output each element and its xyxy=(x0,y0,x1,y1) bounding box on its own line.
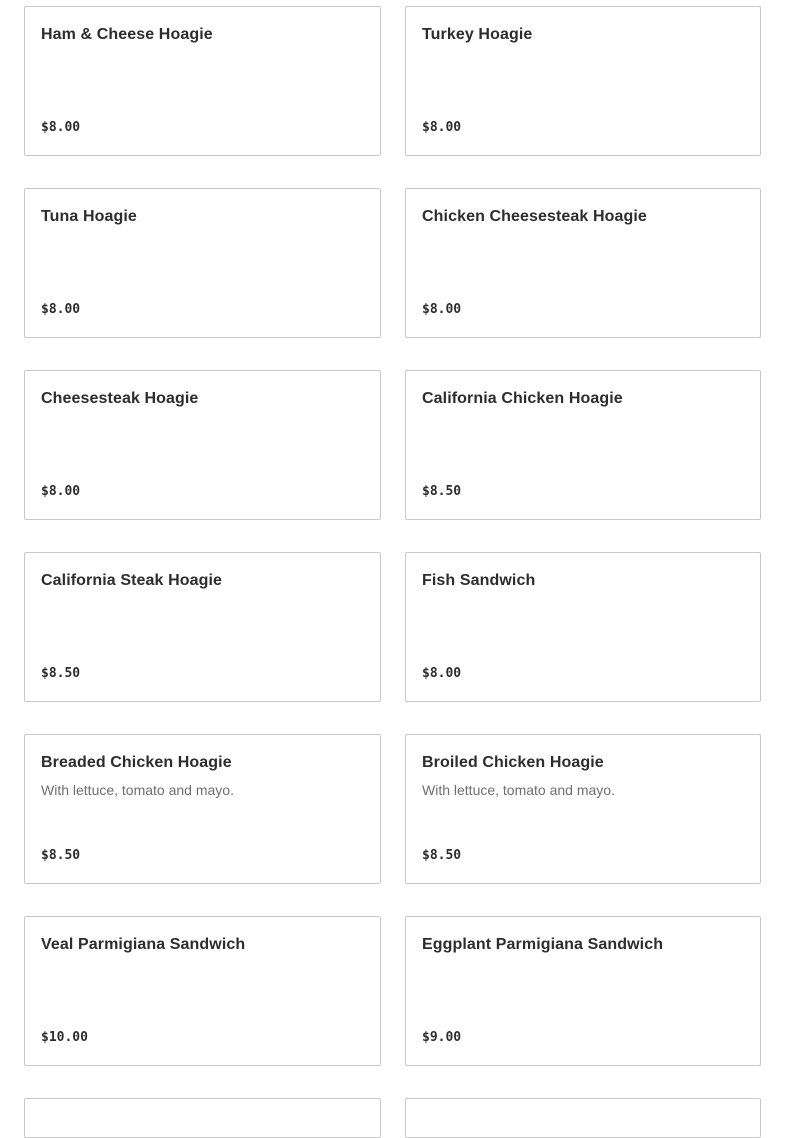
menu-item-card-partial[interactable] xyxy=(24,1098,381,1138)
menu-item-card[interactable] xyxy=(24,734,381,884)
menu-item-card-partial[interactable] xyxy=(405,1098,761,1138)
menu-items-grid xyxy=(24,6,761,1066)
menu-item-price: $8.00 xyxy=(422,120,462,135)
menu-item-price: $8.50 xyxy=(422,484,462,499)
menu-item-card[interactable] xyxy=(405,734,761,884)
menu-item-price: $8.50 xyxy=(41,848,81,863)
menu-item-name: Eggplant Parmigiana Sandwich xyxy=(422,936,664,953)
menu-item-price: $8.00 xyxy=(41,302,81,317)
menu-item-name: California Steak Hoagie xyxy=(41,572,223,589)
menu-item-card[interactable] xyxy=(24,370,381,520)
menu-item-name: Cheesesteak Hoagie xyxy=(41,390,199,407)
menu-item-card[interactable] xyxy=(24,916,381,1066)
menu-item-name: Chicken Cheesesteak Hoagie xyxy=(422,208,647,225)
menu-item-name: Fish Sandwich xyxy=(422,572,536,589)
menu-item-name: California Chicken Hoagie xyxy=(422,390,623,407)
menu-item-price: $8.50 xyxy=(422,848,462,863)
menu-item-card[interactable] xyxy=(405,552,761,702)
menu-item-name: Tuna Hoagie xyxy=(41,208,137,225)
menu-item-card[interactable] xyxy=(405,188,761,338)
menu-item-name: Ham & Cheese Hoagie xyxy=(41,26,213,43)
menu-item-name: Broiled Chicken Hoagie xyxy=(422,754,604,771)
menu-item-card[interactable] xyxy=(405,916,761,1066)
menu-item-price: $8.50 xyxy=(41,666,81,681)
menu-item-price: $8.00 xyxy=(41,484,81,499)
menu-item-price: $8.00 xyxy=(422,302,462,317)
menu-item-price: $10.00 xyxy=(41,1030,88,1045)
menu-item-description: With lettuce, tomato and mayo. xyxy=(41,782,234,798)
menu-item-name: Breaded Chicken Hoagie xyxy=(41,754,232,771)
menu-item-card[interactable] xyxy=(405,370,761,520)
menu-item-card[interactable] xyxy=(24,6,381,156)
menu-item-card[interactable] xyxy=(405,6,761,156)
menu-item-card[interactable] xyxy=(24,188,381,338)
menu-item-price: $9.00 xyxy=(422,1030,462,1045)
menu-item-name: Veal Parmigiana Sandwich xyxy=(41,936,246,953)
menu-item-description: With lettuce, tomato and mayo. xyxy=(422,782,615,798)
menu-item-name: Turkey Hoagie xyxy=(422,26,533,43)
menu-item-price: $8.00 xyxy=(422,666,462,681)
menu-item-card[interactable] xyxy=(24,552,381,702)
menu-item-price: $8.00 xyxy=(41,120,81,135)
